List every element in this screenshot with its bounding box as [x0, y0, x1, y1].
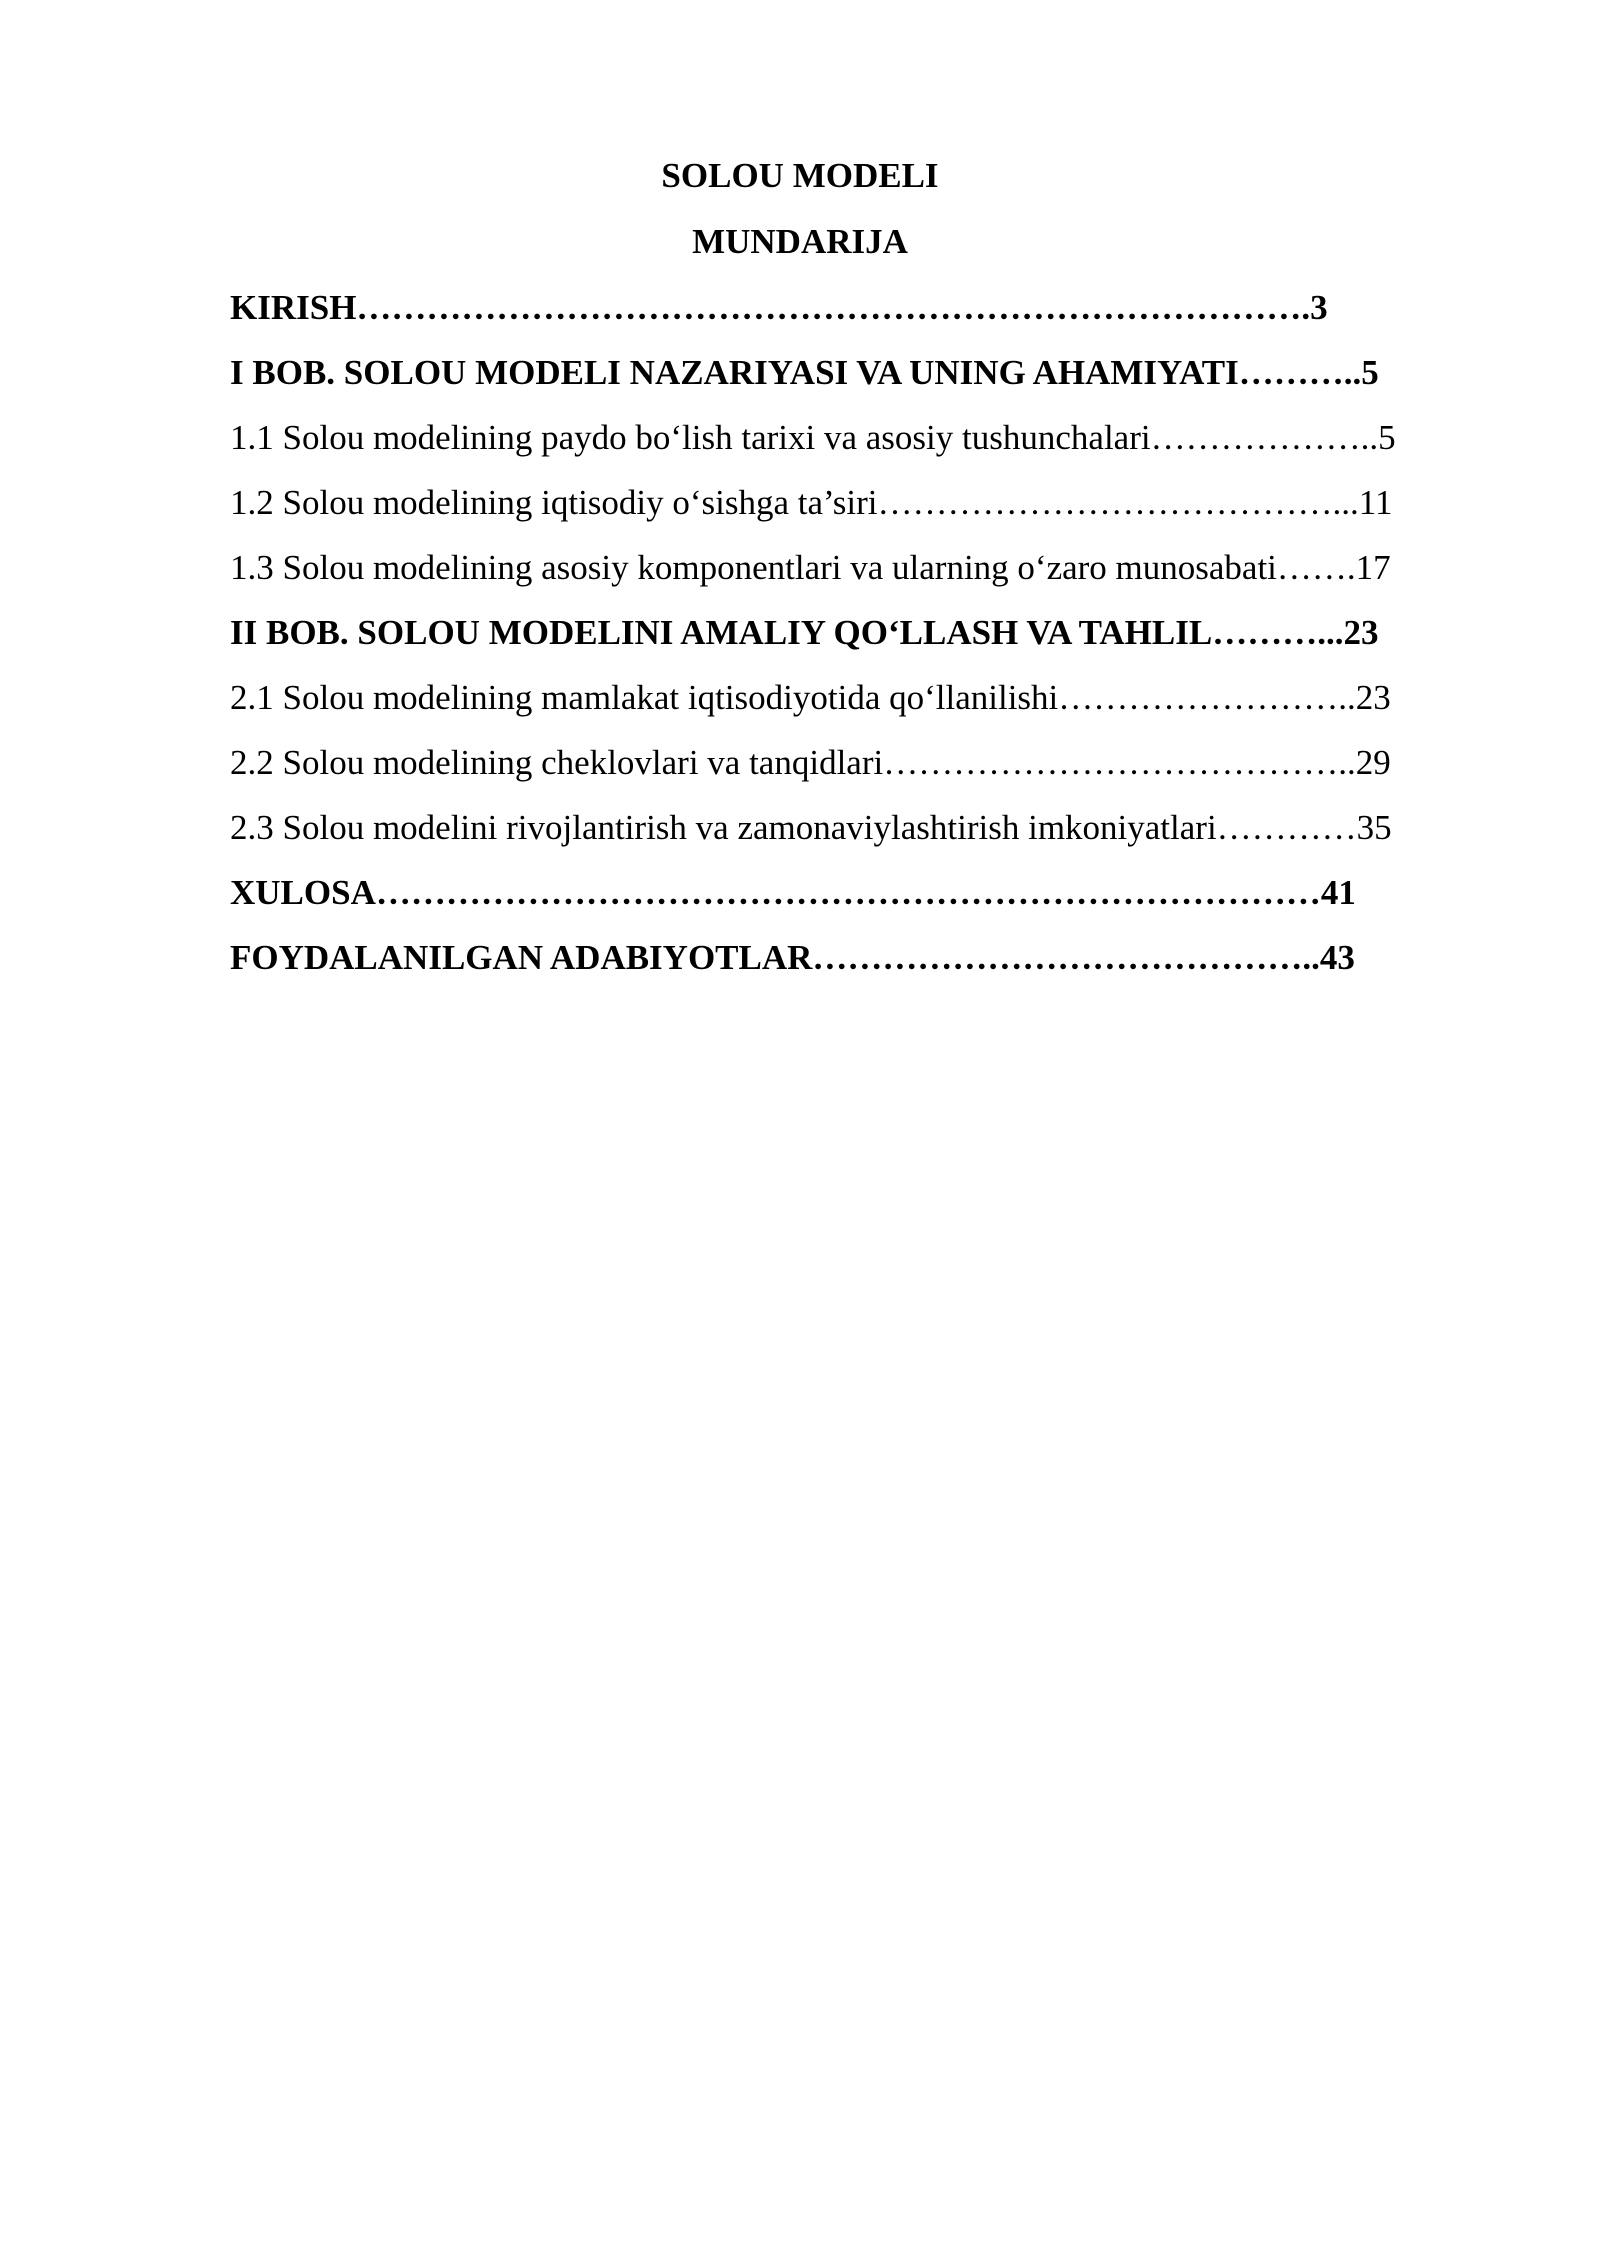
toc-entry-references: FOYDALANILGAN ADABIYOTLAR……………………………………..43: [230, 938, 1355, 977]
toc-entry-1-3: 1.3 Solou modelining asosiy komponentlari va ularning o‘zaro munosabati…….17: [230, 548, 1391, 587]
toc-entry-xulosa: XULOSA………………………………………………………………………41: [230, 873, 1356, 912]
toc-entry-1-2: 1.2 Solou modelining iqtisodiy o‘sishga ta’siri…………………………………...11: [230, 483, 1393, 522]
toc-entry-chapter-2: II BOB. SOLOU MODELINI AMALIY QO‘LLASH VA TAHLIL………...23: [230, 613, 1379, 652]
toc-entry-2-1: 2.1 Solou modelining mamlakat iqtisodiyotida qo‘llanilishi……………………..23: [230, 678, 1391, 717]
toc-entry-2-2: 2.2 Solou modelining cheklovlari va tanqidlari…………………………………..29: [230, 743, 1391, 782]
toc-heading: MUNDARIJA: [692, 222, 908, 261]
toc-entry-chapter-1: I BOB. SOLOU MODELI NAZARIYASI VA UNING AHAMIYATI………..5: [230, 353, 1379, 392]
toc-entry-2-3: 2.3 Solou modelini rivojlantirish va zamonaviylashtirish imkoniyatlari…………35: [230, 808, 1392, 847]
toc-entry-1-1: 1.1 Solou modelining paydo bo‘lish tarixi va asosiy tushunchalari………………..5: [230, 418, 1396, 457]
document-title: SOLOU MODELI: [661, 156, 939, 195]
toc-entry-kirish: KIRISH……………………………………………………………………….3: [230, 288, 1328, 327]
